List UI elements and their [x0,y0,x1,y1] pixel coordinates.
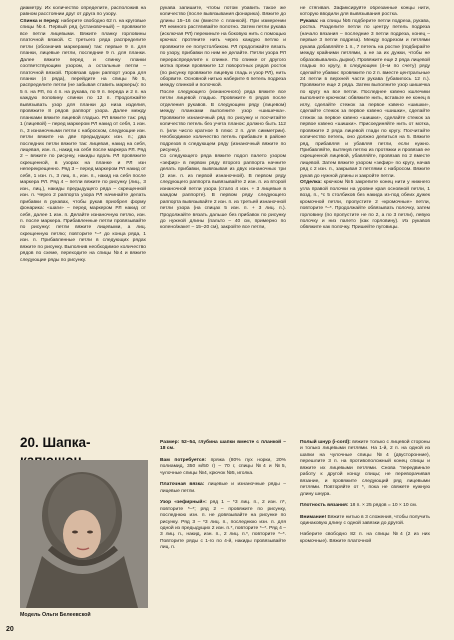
section-label: Вам потребуется: [160,457,207,463]
paragraph [300,180,430,232]
section-label: Размер: [160,440,180,445]
paragraph: Наберите свободно 82 п. на спицы №4 (2 из них кромочные). Вяжите платочной [300,532,430,544]
section-label: Внимание! [300,514,327,520]
paragraph [160,500,286,552]
page-number: 20 [6,626,14,633]
paragraph-text: наберите свободно 62 п. на круговые спицы №4. Первый ряд (установочный) – провяжите все петли лицевыми. Вяжите планку горловины платочной вязкой. С третьего ряда распределите петли (обозначив маркерами) так: первые 9 п. для планки, лицевые петли, последние 9 п. для планки. Далее вяжите перед и спинку планки соответствующим узором, а остальные петли – платочной вязкой. Провязав один раппорт узора для планки (4 ряда), перейдите на спицы №5, распределите петли (не забывая ставить маркеры): по 5 п. на РЛ, по 4 п. на рукава, по 9 п. переда и 2 п. на каждую половину спинки по 12 п. Продолжайте вывязывать узор для планки до низа изделия, провяжите 8 рядов раппорт узора. Далее между планками вяжите лицевой гладью. РЛ вяжите так: ряд 1 (лицевой) – перед маркером РЛ накид от себя, 1 изн. п., 3 изнаночными петли с наброском, следующие изн. петли вяжите на две предыдущих изн. п.; два последних петли вяжите так: лицевая, накид на себя, лицевая, изн. п., накид на себя после маркера РЛ. Ряд 2 – вяжите по рисунку, накиды вдоль РЛ провяжите скрещенной, в узорах на планке и РЛ изн неперекрещенно. Ряд 3 – перед маркером РЛ накид от себя, 1 изн. п., 3 лиц. п., изн. п., накид на себя после маркера РЛ. Ряд 4 – петли вяжите по рисунку (лиц., 3 изн., лиц.), накиды предыдущего ряда – скрещенной изн. п. Через 2 раппорта узора РЛ начинайте делать прибавки в рукавах, чтобы рукав приобрел форму фонарика: «шаги» – перед маркером РЛ накид от себя, далее 1 изн. п. Делайте изнаночную петлю, изн. п. после маркера. Прибавленные петли провязывайте по рисунку: петли вяжите лицевыми, а лиц. скрещенную петлю; повторите *–* до конца ряда, 1 изн. п. Прибавленные петли в следующих рядах вяжите по рисунку. Выполнив необходимое количество рядов по схеме, переходите на спицы №4 и вяжите следующие ряды по рисунку. [20,18,147,263]
paragraph-text: на спицы №5 подберите петли подреза, рукава, ростка. Разделите петли по центру петель подреза (начало вязания – последние 3 петли подреза, конец – первые 3 петли подреза). Между подрезом и петлями рукава добавляйте 1 п., 7 петель на ростке (подбирайте между крайними петлями, а не за их дужки, чтобы не образовывались дырки). Провяжите еще 2 ряда лицевой гладью по кругу, в следующем (4–м по счету) ряду сделайте убавки: провяжите по 2 п. вместе центральные 24 петли в верхней части рукава (убавилось 12 п.). Провяжите еще 2 ряда. Затем выполните узор шишечка по кругу на все петли. Последнее кзвено кшлечики выполните крючком: обвяжите нить, вставьте ее конец в иглу, сделайте стежок за первое кзвено «шишки», сделайте стежок за первое кзвено «шишки», сделайте стежок за первое кзвено «шишки», сделайте стежок за первое кзвено «шишки». Присоединяйте нить от мотка, провяжите 2 ряда лицевой глади по кругу. Посчитайте количество петель, оно должно делиться на 5. Вяжите ряд, прибавляя и убавляя петли, если нужно. Прибавляйте, вытянув петлю из протяжки и провязав ее скрещенной лицевой, убавляйте, провязав по 2 вместе лицевой. Затем вяжите узором «зефир» по кругу, начав ряд с 2 изн. п., закрывая 3 петлями с набросом. Вяжите рукав до нужной длины и закройте петли. [300,18,430,179]
paragraph: рукава запишите, чтобы потом убавить такое же количество (после вывязывания фонарика). Вяжите до длины 15–16 см (вместе с планкой). При измерении РЛ немного растягивайте полотно. Затем петли рукава (исключая РЛ) перекиньте на боковую нить с помощью крючка: протяните нить через каждую петлю и провяжите ее полустолбиком. РЛ продолжайте вязать по узору, прибавки по ним не делайте. Петли узора РЛ перераспределите к спинке. По спинке от другого мотка пряжи провяжите 12 поворотных рядов росток (по рисунку провяжите лицевую гладь и узор РЛ), нить оборвите. Основной нитью наберите 6 петель подреза между спинкой и полочкой. [160,6,286,89]
text-column-3 [300,6,430,434]
paragraph-text: 52–54, глубина шапки вместе с планкой – 18 см. [160,440,286,452]
section-label: Рукава: [300,18,319,24]
section-heading: 20. Шапка- [20,434,148,452]
pattern-specs [160,440,286,557]
section-label: Платочная вязка: [160,482,205,488]
paragraph: диаметру. Их количество определите, расположив на равном расстоянии друг от друга по узору. [20,6,146,18]
paragraph [160,482,286,495]
paragraph [300,515,430,528]
pattern-instructions [300,440,430,550]
paragraph-text: пряжа (80% пух норки, 20% полиамид, 350 м/50 г) – 70 г, спицы №4 и №5, чулочные спицы №4, крючок №5, иголка. [160,457,286,476]
section-label: Плотность вязания: [300,503,349,509]
paragraph-text: 18 п. × 25 рядов = 10 × 10 см. [348,503,418,509]
section-label: Отделка: [300,180,322,186]
paragraph: После следующего (изнаночного) ряда вяжите все петли лицевой гладью. Провяжите 6 рядов после отделения рукавов. В следующем ряду (лицевом) между планками выполните узор «шишечка». Провяжите изнаночный ряд по рисунку и посчитайте количество петель без учета планок: должно быть 112 п. (или число кратное 5 плюс 2 п. для симметрии). Необходимое количество петель прибавьте в районе подрезов в следующем ряду (изнаночный вяжите по рисунку). [160,89,286,153]
photo-caption: Модель Ольги Белеевской [20,612,91,618]
paragraph [160,458,286,477]
photo-illustration [20,460,148,608]
paragraph [20,19,146,264]
paragraph: Со следующего ряда вяжите подол палето узором «зефир» в первом ряду второго раппорта начните делать прибавки, вывязывая из двух изнаночных три (2 изн. п. из первой изнаночной). В первом ряду следующего раппорта вывязывайте 2 изн. п. из второй изнаночной петли узора (стало 4 изн. + 3 лицевые в каждом раппорте). В первом ряду следующего раппорта вывязывайте 2 изн. п. из третьей изнаночной петли узора (на спицах 5 изн. п. + 3 лиц. п.). Продолжайте вязать дальше без прибавок по рисунку до нужной длины (пальто – 40 см, примерно по колено/жакет – 15–20 см), закройте все петли, [160,154,286,231]
section-label: Полый шнур (i-cord): [300,440,351,445]
text-column-1 [20,6,146,264]
paragraph-text: вяжите только с лицевой стороны и только лицевыми петлями. На 1-й, 2 п. на одной из шапки на чулочные спицы №4 (двусторонние), перешлите 3 п. на противоположный конец спицы и вяжите их лицевыми петлями. Снова "передвиньте работу к другой концу спицы; не переворачивая вязание, и провяжите следующий ряд лицевыми петлями. Повторяйте от *, пока не свяжете нужную длину шнура. [300,440,430,497]
paragraph-text: лицевые и изнаночные ряды – лицевые петли. [160,482,286,494]
paragraph-text: Вяжите нитью в 3 сложения, чтобы получить одинаковую длину с одной завязки до другой. [300,514,430,526]
paragraph [300,19,430,180]
paragraph-text: ряд 1 – *3 лиц. п., 2 изн. п*, повторите *–*; ряд 2 – провяжите по рисунку, последнюю изн. п. не довязывайте на рисунке по рисунку. Ряд 3 – *3 лиц. п., последнюю изн. п. для одной из предыдущих 2 изн. п.*, повторите *–*. Ряд 4 – 3 лиц. п., накид, изн. п., 2 лиц. п.*, повторите *–*. Повторите ряды с 1-го по 4-й, накиды провязывайте лиц. п. [160,500,286,551]
paragraph [300,440,430,498]
paragraph [160,440,286,453]
paragraph-text: крючком №5 закрепите конец нити у нижнего угла правой полочки на уровне края основной петли, 1 возд. п., *с 5 столбиков без накида из-под обеих дужек кромочной петли, пропустите 2 «кромочные» петли, повторите *–*. Продолжайте обвязывать полочку, затем горловину (по пропустите не по 2, а по 3 петли), левую полочку и низ палето (как горловину). Из рукавов обвяжите как полочку. Пришейте пуговицы. [300,180,430,231]
section-label: Узор «зефирный»: [160,500,207,506]
model-photo [20,460,148,608]
section-label: Спинка и перед: [20,18,60,24]
paragraph [300,503,430,509]
paragraph: не стягивая. Зафиксируйте обрезанные концы нити, которую вводили для вывязывания ростка. [300,6,430,18]
text-column-2 [160,6,286,434]
